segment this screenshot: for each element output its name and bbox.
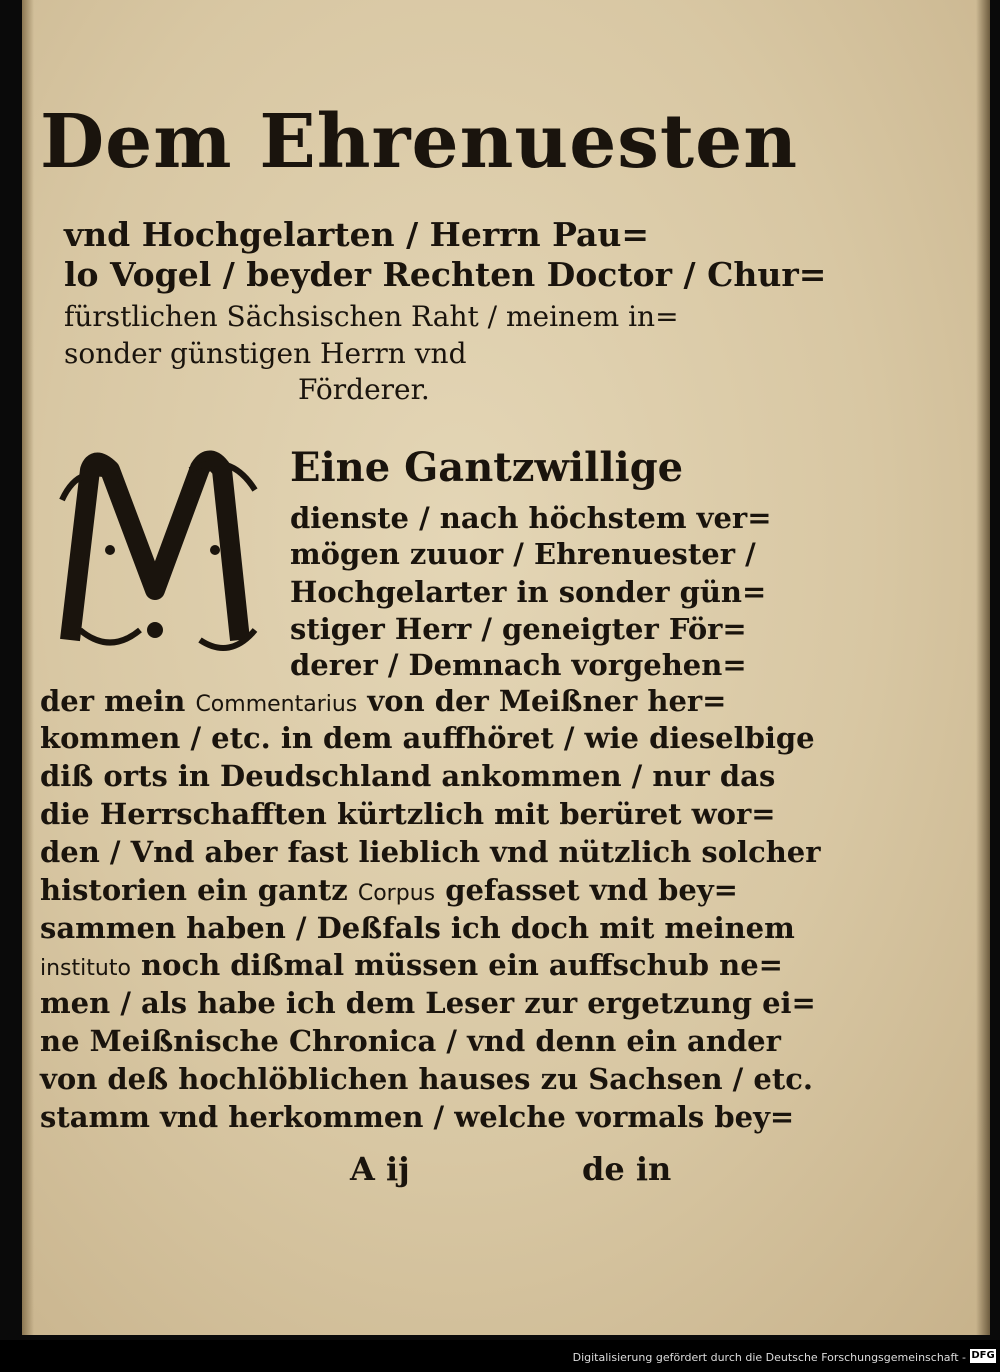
dedication-line-2: lo Vogel / beyder Rechten Doctor / Chur=	[64, 255, 827, 294]
body-line-i5: derer / Demnach vorgehen=	[290, 648, 747, 682]
body-line	[40, 1024, 781, 1058]
body-line	[40, 873, 738, 907]
latin-term: Commentarius	[195, 692, 358, 717]
dfg-logo: DFG	[971, 1350, 995, 1361]
body-line-text: ne Meißnische Chronica / vnd denn ein ander	[40, 1024, 781, 1058]
body-line	[40, 835, 821, 869]
body-line-i4: stiger Herr / geneigter För=	[290, 612, 747, 646]
latin-term: Corpus	[357, 881, 436, 906]
body-line-text: historien ein gantz	[40, 873, 358, 907]
digitization-credit: Digitalisierung gefördert durch die Deutsche Forschungsgemeinschaft -	[572, 1351, 966, 1364]
body-line	[40, 948, 783, 982]
opening-word: Eine Gantzwillige	[290, 444, 684, 491]
body-line	[40, 797, 776, 831]
body-line-i1: dienste / nach höchstem ver=	[290, 501, 772, 535]
body-line-text: kommen / etc. in dem auffhöret / wie dieselbige	[40, 721, 815, 755]
catchword: de in	[582, 1150, 672, 1188]
body-line-text: die Herrschafften kürtzlich mit berüret wor=	[40, 797, 776, 831]
body-line	[40, 1100, 795, 1134]
dedication-title: Dem Ehrenuesten	[40, 99, 798, 185]
body-line-text: von der Meißner her=	[357, 684, 727, 718]
latin-term: instituto	[40, 956, 131, 981]
body-line	[40, 1062, 813, 1096]
signature-mark: A ij	[350, 1150, 410, 1188]
body-line-i2: mögen zuuor / Ehrenuester /	[290, 537, 756, 571]
page-edge-right	[976, 0, 990, 1335]
body-line	[40, 759, 776, 793]
body-line-text: der mein	[40, 684, 196, 718]
body-line-text: men / als habe ich dem Leser zur ergetzung ei=	[40, 986, 816, 1020]
body-line	[40, 721, 815, 755]
decorated-initial	[50, 440, 265, 660]
dedication-line-1: vnd Hochgelarten / Herrn Pau=	[64, 215, 650, 254]
body-line-text: von deß hochlöblichen hauses zu Sachsen / etc.	[40, 1062, 813, 1096]
initial-letter: M	[145, 643, 160, 659]
body-line-text: stamm vnd herkommen / welche vormals bey=	[40, 1100, 795, 1134]
body-line-i3: Hochgelarter in sonder gün=	[290, 575, 767, 609]
body-line	[40, 911, 795, 945]
dedication-line-5: Förderer.	[298, 373, 430, 406]
body-line-text: sammen haben / Deßfals ich doch mit meinem	[40, 911, 795, 945]
body-line-text: diß orts in Deudschland ankommen / nur das	[40, 759, 776, 793]
body-line-text: den / Vnd aber fast lieblich vnd nützlich solcher	[40, 835, 821, 869]
body-line-text: noch dißmal müssen ein auffschub ne=	[130, 948, 783, 982]
page-edge-left	[22, 0, 34, 1335]
body-line-text: gefasset vnd bey=	[435, 873, 738, 907]
dedication-line-4: sonder günstigen Herrn vnd	[64, 337, 467, 370]
dedication-line-3: fürstlichen Sächsischen Raht / meinem in=	[64, 300, 679, 333]
body-line	[40, 986, 816, 1020]
body-line	[40, 684, 727, 718]
